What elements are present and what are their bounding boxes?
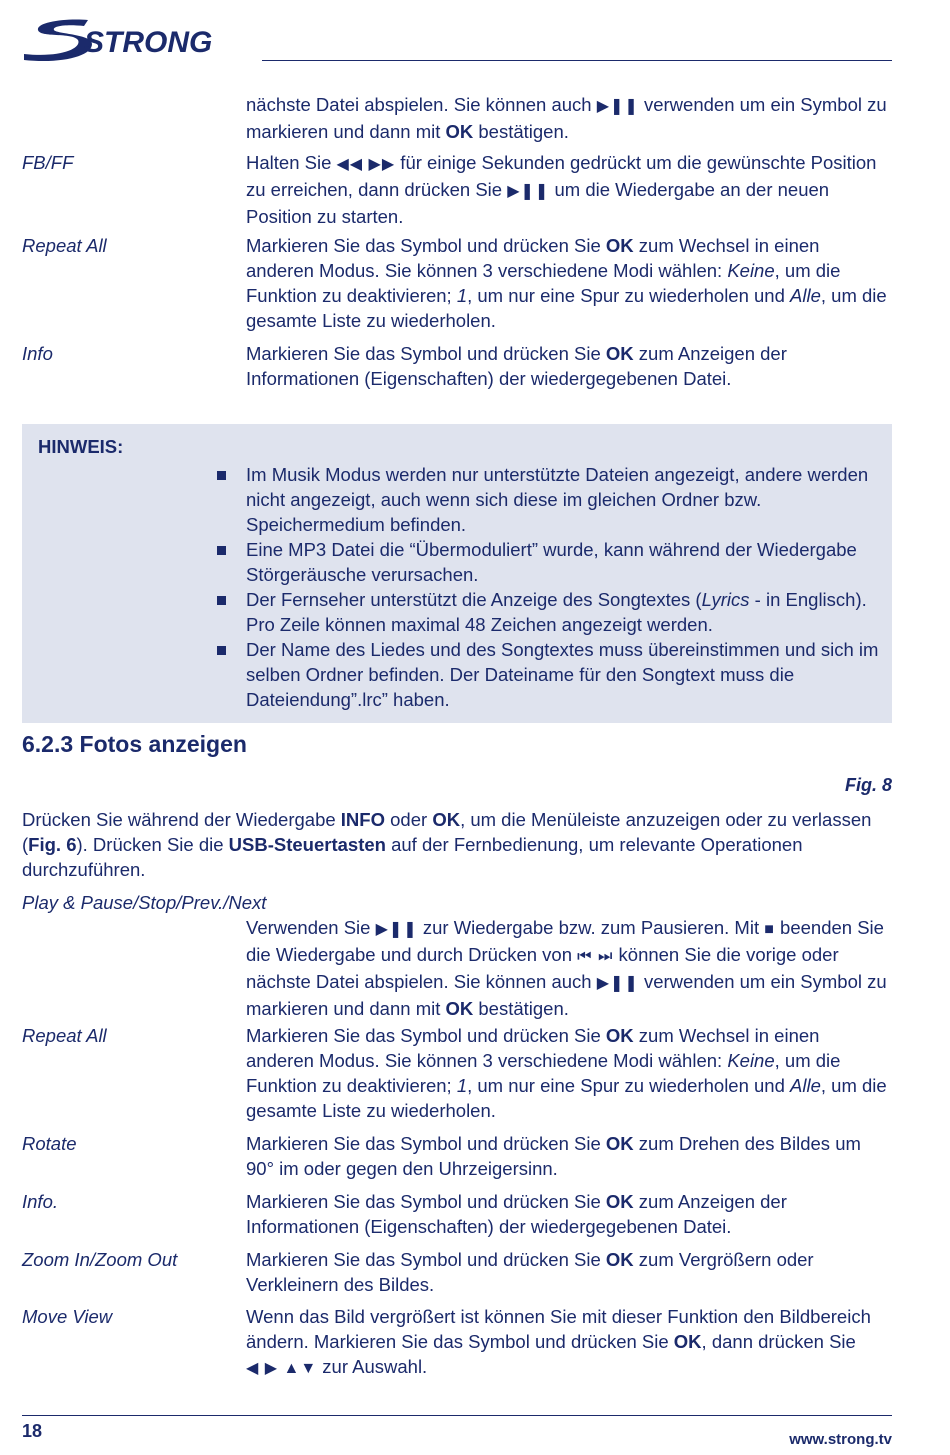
logo-text: STRONG xyxy=(84,26,213,59)
note-list xyxy=(22,462,892,712)
website-url: www.strong.tv xyxy=(789,1431,892,1448)
section-title: 6.2.3 Fotos anzeigen xyxy=(22,731,247,757)
row-rotate xyxy=(22,1131,892,1181)
row-continued xyxy=(22,92,892,144)
play-pause-icon: ▶❚❚ xyxy=(375,921,418,938)
header-rule xyxy=(262,60,892,61)
note-item: Der Fernseher unterstützt die Anzeige des Songtextes (Lyrics - in Englisch). Pro Zeile können maximal 48 Zeichen angezeigt werden. xyxy=(22,587,892,637)
row-text: Halten Sie ◀◀ ▶▶ für einige Sekunden gedrückt um die gewünschte Position zu erreichen, dann drücken Sie ▶❚❚ um die Wiedergabe an der neuen Position zu starten. xyxy=(246,152,877,227)
row-text: Markieren Sie das Symbol und drücken Sie OK zum Wechsel in einen anderen Modus. Sie können 3 verschiedene Modi wählen: Keine, um die Funktion zu deaktivieren; 1, um nur eine Spur zu wiederholen und Alle, um die gesamte Liste zu wiederholen. xyxy=(246,235,887,331)
row-label: Rotate xyxy=(22,1133,77,1154)
row-zoom xyxy=(22,1247,892,1297)
bullet-square-icon xyxy=(217,646,226,655)
play-pause-icon: ▶❚❚ xyxy=(507,183,550,200)
stop-icon: ■ xyxy=(764,921,775,938)
row-continued-text: nächste Datei abspielen. Sie können auch ▶❚❚ verwenden um ein Symbol zu markieren und dann mit OK bestätigen. xyxy=(246,94,887,142)
bullet-square-icon xyxy=(217,546,226,555)
row-text: Markieren Sie das Symbol und drücken Sie OK zum Drehen des Bildes um 90° im oder gegen den Uhrzeigersinn. xyxy=(246,1133,861,1179)
bullet-square-icon xyxy=(217,596,226,605)
row-label: Move View xyxy=(22,1306,113,1327)
note-box xyxy=(22,424,892,723)
bullet-square-icon xyxy=(217,471,226,480)
row-repeat-all-photo xyxy=(22,1023,892,1123)
row-play-pause xyxy=(22,915,892,1021)
subheading-play-pause: Play & Pause/Stop/Prev./Next xyxy=(22,892,267,913)
row-label: Repeat All xyxy=(22,1025,107,1046)
row-label: Zoom In/Zoom Out xyxy=(22,1249,178,1270)
section-intro: Drücken Sie während der Wiedergabe INFO oder OK, um die Menüleiste anzuzeigen oder zu verlassen (Fig. 6). Drücken Sie die USB-Steuertasten auf der Fernbedienung, um relevante Operationen durchzuführen. xyxy=(22,809,872,880)
row-label: Info xyxy=(22,343,53,364)
row-text: Markieren Sie das Symbol und drücken Sie OK zum Vergrößern oder Verkleinern des Bildes. xyxy=(246,1249,814,1295)
row-repeat-all xyxy=(22,233,892,333)
footer-rule xyxy=(22,1415,892,1416)
row-fbff xyxy=(22,150,892,229)
page-number: 18 xyxy=(22,1421,43,1441)
note-item: Eine MP3 Datei die “Übermoduliert” wurde, kann während der Wiedergabe Störgeräusche verursachen. xyxy=(22,537,892,587)
row-label: FB/FF xyxy=(22,152,74,173)
figure-reference: Fig. 8 xyxy=(844,775,892,795)
row-info xyxy=(22,341,892,391)
prev-next-icon: ⏮ ⏭ xyxy=(577,948,614,965)
strong-logo xyxy=(22,14,232,62)
note-item: Im Musik Modus werden nur unterstützte Dateien angezeigt, andere werden nicht angezeigt, auch wenn sich diese im gleichen Ordner bzw. Speichermedium befinden. xyxy=(22,462,892,537)
arrow-keys-icon: ◀ ▶ ▲▼ xyxy=(246,1360,318,1377)
row-info-photo xyxy=(22,1189,892,1239)
row-text: Markieren Sie das Symbol und drücken Sie OK zum Anzeigen der Informationen (Eigenschaften) der wiedergegebenen Datei. xyxy=(246,1191,787,1237)
row-move-view xyxy=(22,1304,892,1381)
row-text: Markieren Sie das Symbol und drücken Sie OK zum Wechsel in einen anderen Modus. Sie können 3 verschiedene Modi wählen: Keine, um die Funktion zu deaktivieren; 1, um nur eine Spur zu wiederholen und Alle, um die gesamte Liste zu wiederholen. xyxy=(246,1025,887,1121)
rewind-forward-icon: ◀◀ ▶▶ xyxy=(336,156,396,173)
play-pause-icon: ▶❚❚ xyxy=(596,98,639,115)
play-pause-icon: ▶❚❚ xyxy=(596,975,639,992)
row-label: Info. xyxy=(22,1191,58,1212)
note-item: Der Name des Liedes und des Songtextes muss übereinstimmen und sich im selben Ordner befinden. Der Dateiname für den Songtext muss die Dateiendung”.lrc” haben. xyxy=(22,637,892,712)
row-text: Verwenden Sie ▶❚❚ zur Wiedergabe bzw. zum Pausieren. Mit ■ beenden Sie die Wiedergabe und durch Drücken von ⏮ ⏭ können Sie die vorige oder nächste Datei abspielen. Sie können auch ▶❚❚ verwenden um ein Symbol zu markieren und dann mit OK bestätigen. xyxy=(246,917,887,1019)
row-text: Wenn das Bild vergrößert ist können Sie mit dieser Funktion den Bildbereich ändern. Markieren Sie das Symbol und drücken Sie OK, dann drücken Sie ◀ ▶ ▲▼ zur Auswahl. xyxy=(246,1304,892,1381)
row-label: Repeat All xyxy=(22,235,107,256)
note-title: HINWEIS: xyxy=(38,436,124,457)
row-text: Markieren Sie das Symbol und drücken Sie OK zum Anzeigen der Informationen (Eigenschaften) der wiedergegebenen Datei. xyxy=(246,343,787,389)
